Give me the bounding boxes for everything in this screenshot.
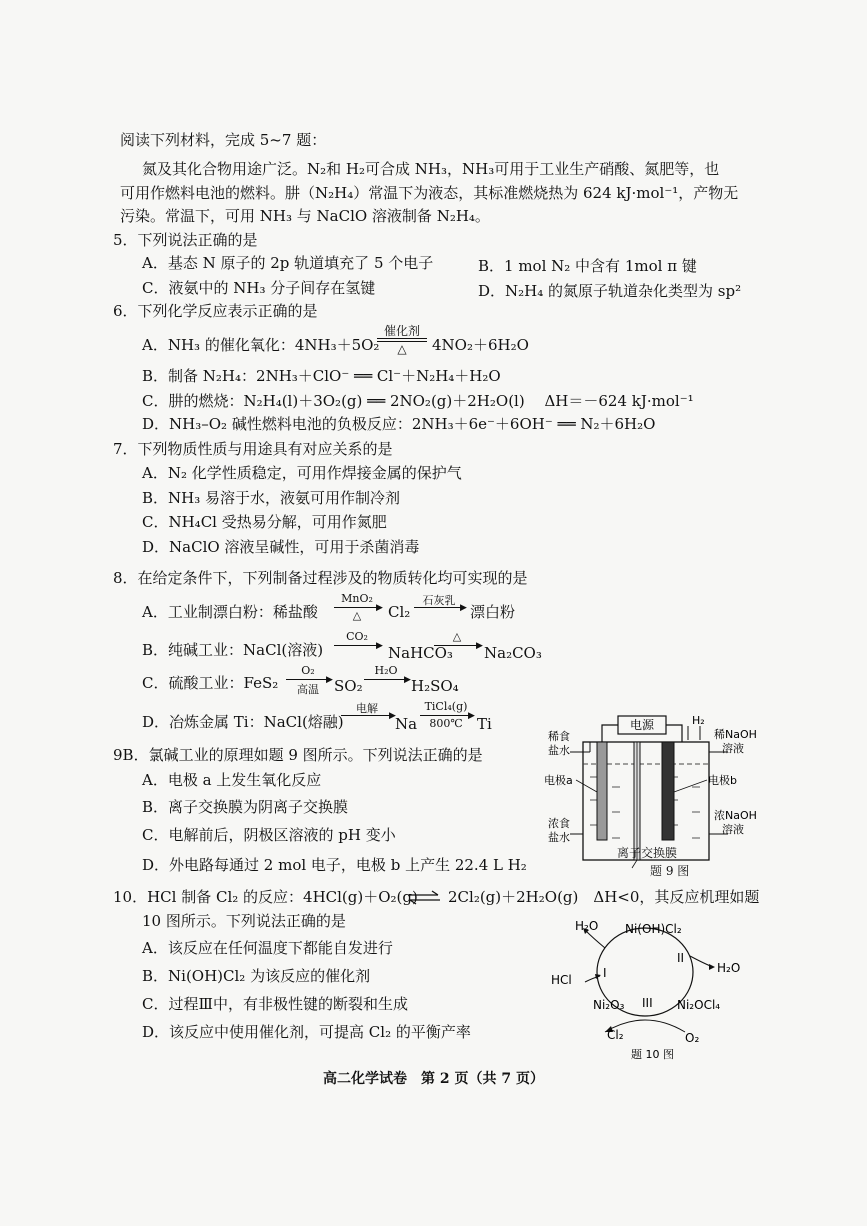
q8-option-d-label: D．冶炼金属 Ti：NaCl(熔融) (142, 713, 344, 731)
q10-option-c: C．过程Ⅲ中，有非极性键的断裂和生成 (142, 995, 408, 1013)
q7-option-c: C．NH₄Cl 受热易分解，可用作氮肥 (142, 513, 387, 531)
q8d-arrow-2: TiCl₄(g) ▶ 800℃ (420, 700, 476, 736)
q6-option-a-right: 4NO₂＋6H₂O (432, 336, 529, 354)
q6-option-b: B．制备 N₂H₄：2NH₃＋ClO⁻ ══ Cl⁻＋N₂H₄＋H₂O (142, 367, 501, 385)
q8a-arrow-1: MnO₂ ▶ △ (334, 592, 384, 626)
q8b-intermediate: NaHCO₃ (388, 644, 453, 662)
q8-stem: 8．在给定条件下，下列制备过程涉及的物质转化均可实现的是 (113, 569, 528, 587)
q8a-arrow-1-bottom: △ (352, 609, 362, 622)
equilibrium-arrow-icon (406, 888, 442, 908)
q8-option-a-label: A．工业制漂白粉：稀盐酸 (142, 603, 318, 621)
process-1-label: I (603, 966, 607, 980)
q9-option-d: D．外电路每通过 2 mol 电子，电极 b 上产生 22.4 L H₂ (142, 856, 527, 874)
material-line-2: 可用作燃料电池的燃料。肼（N₂H₄）常温下为液态，其标准燃烧热为 624 kJ·mol⁻¹，产物无 (120, 184, 739, 202)
nioh-label: Ni(OH)Cl₂ (625, 922, 682, 936)
ni2o3-label: Ni₂O₃ (593, 998, 625, 1012)
q8-option-c-label: C．硫酸工业：FeS₂ (142, 674, 279, 692)
q7-option-b: B．NH₃ 易溶于水，液氨可用作制冷剂 (142, 489, 401, 507)
conc-brine-label-1: 浓食 (548, 817, 570, 830)
membrane-label: 离子交换膜 (617, 846, 678, 860)
q8-option-b-label: B．纯碱工业：NaCl(溶液) (142, 641, 324, 659)
q8d-arrow-1: 电解 ▶ (341, 700, 397, 734)
material-line-1: 氮及其化合物用途广泛。N₂和 H₂可合成 NH₃，NH₃可用于工业生产硝酸、氮肥等，也 (142, 160, 720, 178)
q5-option-d: D．N₂H₄ 的氮原子轨道杂化类型为 sp² (478, 282, 742, 300)
reaction-mechanism-figure (545, 912, 745, 1062)
q10-option-d: D．该反应中使用催化剂，可提高 Cl₂ 的平衡产率 (142, 1023, 471, 1041)
q8c-intermediate: SO₂ (334, 677, 363, 695)
o2-label: O₂ (685, 1031, 700, 1045)
q8c-arrow-2: H₂O ▶ (364, 664, 412, 698)
q10-option-b: B．Ni(OH)Cl₂ 为该反应的催化剂 (142, 967, 371, 985)
q9-option-c: C．电解前后，阴极区溶液的 pH 变小 (142, 826, 396, 844)
q6-option-a-left: A．NH₃ 的催化氧化：4NH₃＋5O₂ (142, 336, 380, 354)
q8a-intermediate: Cl₂ (388, 603, 411, 621)
q6-option-d: D．NH₃–O₂ 碱性燃料电池的负极反应：2NH₃＋6e⁻＋6OH⁻ ══ N₂＋6H₂O (142, 415, 656, 433)
hcl-label: HCl (551, 973, 572, 987)
q10-stem-left: 10．HCl 制备 Cl₂ 的反应：4HCl(g)＋O₂(g) (113, 888, 418, 906)
q8c-product: H₂SO₄ (411, 677, 459, 695)
q5-option-a: A．基态 N 原子的 2p 轨道填充了 5 个电子 (142, 254, 434, 272)
q6-condition-arrow (375, 322, 429, 358)
q8d-product: Ti (477, 715, 492, 733)
q8c-arrow-1-bottom: 高温 (297, 683, 319, 696)
q7-stem: 7．下列物质性质与用途具有对应关系的是 (113, 440, 393, 458)
q7-option-d: D．NaClO 溶液呈碱性，可用于杀菌消毒 (142, 538, 420, 556)
q8c-arrow-1-top: O₂ (301, 664, 315, 677)
q8a-arrow-1-top: MnO₂ (341, 592, 373, 605)
q8a-product: 漂白粉 (470, 603, 516, 621)
dilute-brine-label-2: 盐水 (548, 744, 570, 757)
reading-lead: 阅读下列材料，完成 5~7 题： (120, 131, 327, 149)
dilute-naoh-label-2: 溶液 (722, 742, 744, 755)
q8a-arrow-2-top: 石灰乳 (422, 594, 456, 607)
conc-brine-label-2: 盐水 (548, 831, 570, 844)
q8c-arrow-2-top: H₂O (374, 664, 398, 677)
q6-option-c: C．肼的燃烧：N₂H₄(l)＋3O₂(g) ══ 2NO₂(g)＋2H₂O(l) ΔH＝－624 kJ·mol⁻¹ (142, 392, 694, 410)
q9-stem: 9B．氯碱工业的原理如题 9 图所示。下列说法正确的是 (113, 746, 483, 764)
cl2-label: Cl₂ (607, 1028, 624, 1042)
q8c-arrow-1: O₂ ▶ 高温 (286, 664, 334, 698)
q10-stem-line-2: 10 图所示。下列说法正确的是 (142, 912, 346, 930)
q6-stem: 6．下列化学反应表示正确的是 (113, 302, 318, 320)
q8b-arrow-1: CO₂ ▶ (334, 630, 384, 664)
process-2-label: II (677, 951, 685, 965)
electrode-b (662, 742, 674, 840)
q5-stem: 5．下列说法正确的是 (113, 231, 258, 249)
h2-label: H₂ (692, 714, 705, 727)
q8d-intermediate: Na (395, 715, 418, 733)
page-footer: 高二化学试卷 第 2 页（共 7 页） (323, 1071, 544, 1087)
q10-stem-right: 2Cl₂(g)＋2H₂O(g) ΔH<0，其反应机理如题 (448, 888, 760, 906)
q8a-arrow-2: 石灰乳 ▶ (414, 592, 468, 626)
q6-condition-top: 催化剂 (383, 324, 420, 338)
q8d-arrow-2-bottom: 800℃ (429, 717, 463, 730)
q8d-arrow-2-top: TiCl₄(g) (424, 700, 468, 713)
q9-option-a: A．电极 a 上发生氧化反应 (142, 771, 322, 789)
dilute-brine-label-1: 稀食 (548, 730, 570, 743)
q5-option-c: C．液氨中的 NH₃ 分子间存在氢键 (142, 279, 376, 297)
q6-condition-bottom: △ (397, 342, 407, 356)
electrode-a (597, 742, 607, 840)
electrode-b-label: 电极b (708, 774, 737, 787)
conc-naoh-label-1: 浓NaOH (714, 809, 757, 822)
electrode-a-label: 电极a (544, 774, 573, 787)
h2o-top-label: H₂O (575, 919, 599, 933)
fig10-caption: 题 10 图 (631, 1048, 674, 1061)
h2o-right-label: H₂O (717, 961, 741, 975)
material-line-3: 污染。常温下，可用 NH₃ 与 NaClO 溶液制备 N₂H₄。 (120, 207, 490, 225)
q10-option-a: A．该反应在任何温度下都能自发进行 (142, 939, 393, 957)
power-label: 电源 (629, 718, 655, 732)
ni2ocl4-label: Ni₂OCl₄ (677, 998, 721, 1012)
q8d-arrow-1-top: 电解 (356, 702, 378, 715)
q9-option-b: B．离子交换膜为阴离子交换膜 (142, 798, 349, 816)
q8b-arrow-2-top: △ (452, 630, 462, 643)
dilute-naoh-label-1: 稀NaOH (714, 728, 757, 741)
q5-option-b: B．1 mol N₂ 中含有 1mol π 键 (478, 257, 697, 275)
q8b-arrow-1-top: CO₂ (346, 630, 368, 643)
q8b-arrow-2: △ ▶ (434, 630, 484, 664)
process-3-label: III (642, 996, 653, 1010)
q8b-product: Na₂CO₃ (484, 644, 542, 662)
q7-option-a: A．N₂ 化学性质稳定，可用作焊接金属的保护气 (142, 464, 462, 482)
conc-naoh-label-2: 溶液 (722, 823, 744, 836)
fig9-caption: 题 9 图 (650, 864, 690, 878)
